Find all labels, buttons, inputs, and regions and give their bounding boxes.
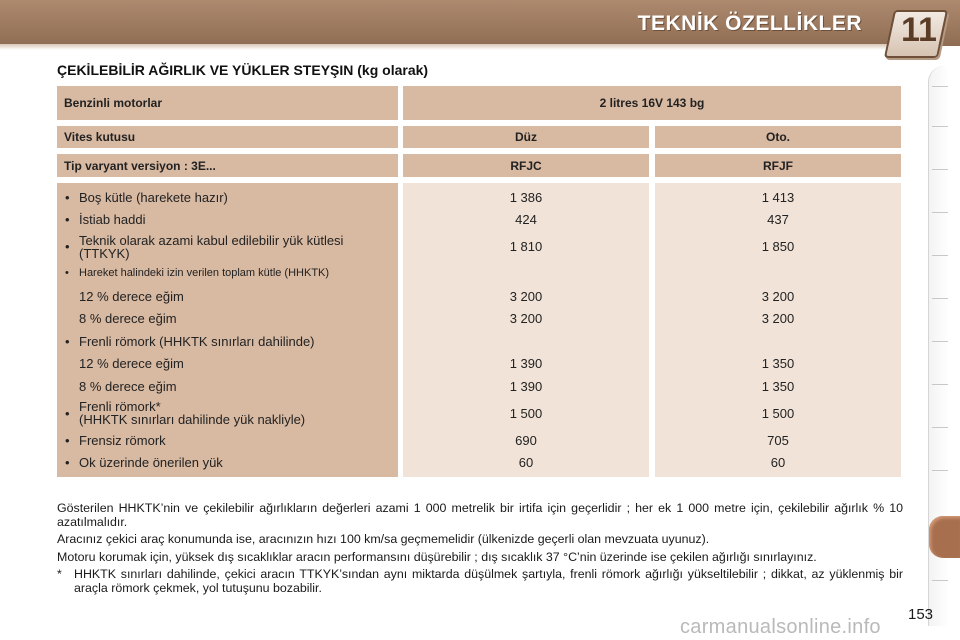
- table-cell-auto: 1 500: [761, 405, 795, 421]
- chapter-tab-divider: [932, 169, 948, 170]
- auto-column: [655, 183, 901, 477]
- table-cell-auto: 705: [767, 432, 789, 448]
- table-cell-auto: 3 200: [761, 311, 795, 327]
- table-cell-manual: 3 200: [509, 288, 543, 304]
- chapter-tab-divider: [932, 427, 948, 428]
- engine-label: Benzinli motorlar: [57, 86, 398, 120]
- chapter-tab-divider: [932, 580, 948, 581]
- table-row-label: 8 % derece eğim: [79, 311, 177, 327]
- page-number: 153: [908, 606, 934, 623]
- table-cell-auto: 437: [767, 212, 789, 228]
- table-row-label: • Frenli römork (HHKTK sınırları dahilinde): [65, 333, 315, 349]
- table-cell-auto: [655, 262, 901, 285]
- table-cell-manual: 690: [515, 432, 537, 448]
- chapter-tab-divider: [932, 255, 948, 256]
- chapter-number: 11: [901, 11, 937, 49]
- section-title: ÇEKİLEBİLİR AĞIRLIK VE YÜKLER STEYŞIN (kg olarak): [57, 62, 429, 78]
- bullet-icon: •: [65, 212, 70, 228]
- table-header-variant: [57, 154, 901, 177]
- table-cell-auto: 1 350: [761, 356, 795, 372]
- notes-block: [57, 502, 903, 596]
- table-cell-auto: 1 850: [761, 239, 795, 255]
- note-altitude: Gösterilen HHKTK’nin ve çekilebilir ağırlıkların değerleri azami 1 000 metrelik bir irtifa için geçerlidir ; her ek 1 000 metre için, çekilebilir ağırlık % 10 azatılmalıdır.: [57, 501, 903, 529]
- chapter-tab-divider: [932, 341, 948, 342]
- bullet-icon: •: [65, 267, 69, 280]
- footnote-text: HHKTK sınırları dahilinde, çekici aracın TTKYK’sından aynı miktarda düşülmek şartıyla, frenli römork ağırlığı yükseltilebilir ; dikkat, az yüklenmiş bir araçla römork çekmek, yol tutuşunu bozabilir.: [74, 567, 903, 595]
- table-cell-manual: 3 200: [509, 311, 543, 327]
- table-row-label: • Teknik olarak azami kabul edilebilir yük kütlesi (TTKYK): [65, 232, 344, 261]
- variant-manual: RFJC: [403, 154, 649, 177]
- page-header-title: TEKNİK ÖZELLİKLER: [637, 12, 862, 35]
- gearbox-label: Vites kutusu: [57, 126, 398, 148]
- table-cell-auto: [655, 330, 901, 353]
- watermark: carmanualsonline.info: [680, 616, 881, 638]
- table-row-label: • Hareket halindeki izin verilen toplam kütle (HHKTK): [65, 267, 330, 280]
- footnote-mark: *: [57, 567, 62, 582]
- engine-value: 2 litres 16V 143 bg: [403, 86, 901, 120]
- note-speed: Aracınız çekici araç konumunda ise, aracınızın hızı 100 km/sa geçmemelidir (ülkenizde geçerli olan mevzuata uyunuz).: [57, 532, 710, 547]
- table-row-label: • Boş kütle (harekete hazır): [65, 189, 228, 205]
- table-cell-manual: 1 500: [509, 405, 543, 421]
- table-cell-manual: 424: [515, 212, 537, 228]
- bullet-icon: •: [65, 455, 70, 471]
- chapter-tab-divider: [932, 470, 948, 471]
- gearbox-manual: Düz: [403, 126, 649, 148]
- table-cell-manual: 1 386: [509, 189, 543, 205]
- chapter-tab-divider: [932, 212, 948, 213]
- label-column: [57, 183, 398, 477]
- table-cell-auto: 1 413: [761, 189, 795, 205]
- bullet-icon: •: [65, 405, 70, 421]
- header-shadow: [0, 44, 890, 50]
- table-header-engine: [57, 86, 901, 120]
- bullet-icon: •: [65, 239, 70, 255]
- bullet-icon: •: [65, 189, 70, 205]
- table-cell-auto: 1 350: [761, 378, 795, 394]
- note-temperature: Motoru korumak için, yüksek dış sıcaklıklar aracın performansını düşürebilir ; dış sıcaklık 37 °C’nin üzerinde ise çekilen ağırlığı sınırlayınız.: [57, 549, 817, 564]
- table-row-label: 12 % derece eğim: [79, 356, 184, 372]
- table-body: [57, 183, 901, 477]
- table-row-label: 8 % derece eğim: [79, 378, 177, 394]
- table-cell-manual: 1 810: [509, 239, 543, 255]
- manual-column: [403, 183, 649, 477]
- table-cell-manual: 60: [518, 455, 534, 471]
- chapter-tab-divider: [932, 86, 948, 87]
- table-cell-auto: 3 200: [761, 288, 795, 304]
- table-row-label: • Frenli römork* (HHKTK sınırları dahilinde yük nakliyle): [65, 399, 306, 428]
- chapter-tab-active[interactable]: [929, 516, 960, 558]
- footnote: [57, 568, 903, 595]
- table-cell-manual: 1 390: [509, 378, 543, 394]
- chapter-tab-divider: [932, 384, 948, 385]
- table-row-label: 12 % derece eğim: [79, 288, 184, 304]
- gearbox-auto: Oto.: [655, 126, 901, 148]
- table-row-label: • Ok üzerinde önerilen yük: [65, 455, 223, 471]
- variant-auto: RFJF: [655, 154, 901, 177]
- weights-table: [57, 86, 901, 477]
- table-header-gearbox: [57, 126, 901, 148]
- table-cell-manual: [403, 262, 649, 285]
- variant-label: Tip varyant versiyon : 3E...: [57, 154, 398, 177]
- bullet-icon: •: [65, 432, 70, 448]
- table-row-label: • Frensiz römork: [65, 432, 166, 448]
- table-cell-auto: 60: [770, 455, 786, 471]
- chapter-tab-divider: [932, 126, 948, 127]
- table-cell-manual: [403, 330, 649, 353]
- bullet-icon: •: [65, 333, 70, 349]
- table-cell-manual: 1 390: [509, 356, 543, 372]
- table-row-label: • İstiab haddi: [65, 212, 146, 228]
- chapter-tab-divider: [932, 298, 948, 299]
